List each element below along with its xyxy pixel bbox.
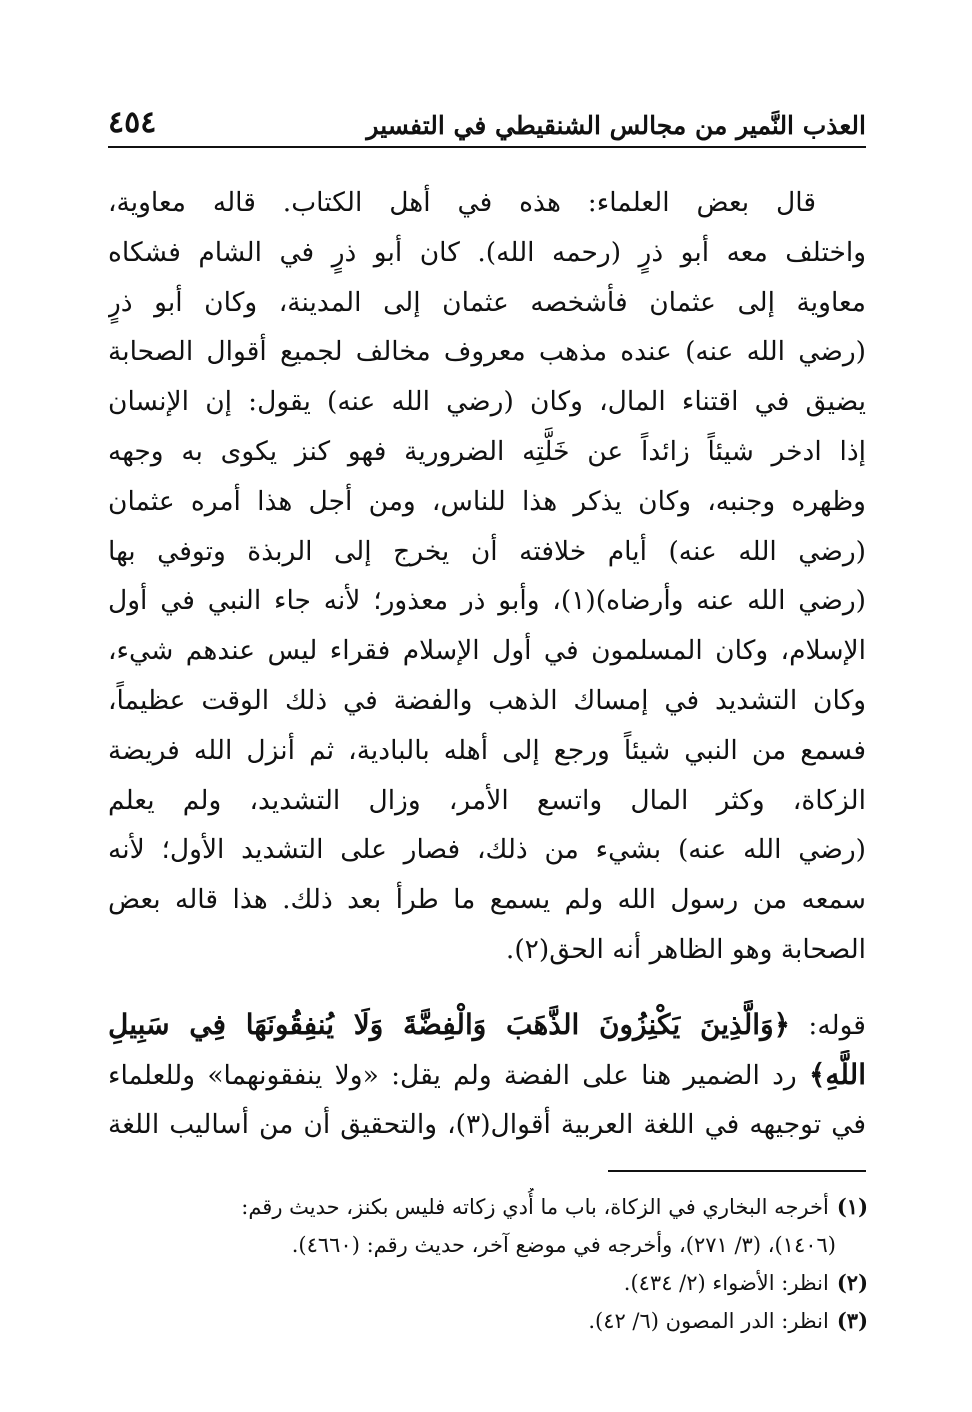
- verse-commentary: [108, 1000, 866, 1149]
- text-line: الزكاة، وكثر المال واتسع الأمر، وزال التشديد، ولم يعلم: [108, 784, 866, 816]
- text-line: (رضي الله عنه) عنده مذهب معروف مخالف لجميع أقوال الصحابة: [108, 336, 866, 368]
- text-line: (رضي الله عنه) أيام خلافته أن يخرج إلى الربذة وتوفي بها: [108, 535, 866, 567]
- main-text: [108, 178, 866, 975]
- footnote-number: (٣): [836, 1308, 868, 1333]
- footnote-text: انظر: الأضواء (٢/ ٤٣٤).: [623, 1271, 829, 1295]
- text-line: الإسلام، وكان المسلمون في أول الإسلام فقراء ليس عندهم شيء،: [108, 635, 866, 667]
- verse-line-2: [108, 1050, 866, 1100]
- footnote-1: [110, 1188, 868, 1226]
- text-line: سمعه من رسول الله ولم يسمع ما طرأ بعد ذلك. هذا قاله بعض: [108, 884, 866, 916]
- quote-lead: قوله:: [808, 1010, 866, 1041]
- footnotes: [110, 1188, 868, 1340]
- text-line: (رضي الله عنه وأرضاه)(١)، وأبو ذر معذور؛ لأنه جاء النبي في أول: [108, 585, 866, 617]
- footnote-divider: [608, 1170, 866, 1172]
- quranic-verse: ﴿وَالَّذِينَ يَكْنِزُونَ الذَّهَبَ وَالْفِضَّةَ وَلَا يُنفِقُونَهَا فِي سَبِيلِ: [108, 1008, 790, 1041]
- text-line: فسمع من النبي شيئاً ورجع إلى أهله بالبادية، ثم أنزل الله فريضة: [108, 734, 866, 766]
- footnote-1-continuation: (١٤٠٦)، (٣/ ٢٧١)، وأخرجه في موضع آخر، حديث رقم: (٤٦٦٠).: [291, 1233, 836, 1257]
- text-line: وكان التشديد في إمساك الذهب والفضة في ذلك الوقت عظيماً،: [108, 684, 866, 716]
- page-number: ٤٥٤: [108, 105, 157, 140]
- text-line: معاوية إلى عثمان فأشخصه عثمان إلى المدينة، وكان أبو ذرٍ: [108, 286, 866, 318]
- text-line: إذا ادخر شيئاً زائداً عن خَلَّتِه الضرورية فهو كنز يكوى به وجهه: [108, 435, 866, 467]
- verse-line-1: [108, 1000, 866, 1050]
- footnote-text: أخرجه البخاري في الزكاة، باب ما أُدي زكاته فليس بكنز، حديث رقم:: [241, 1195, 829, 1219]
- footnote-text: انظر: الدر المصون (٦/ ٤٢).: [588, 1309, 829, 1333]
- footnote-2: [110, 1264, 868, 1302]
- text-line: واختلف معه أبو ذرٍ (رحمه الله). كان أبو ذرٍ في الشام فشكاه: [108, 236, 866, 268]
- text-line: وظهره وجنبه، وكان يذكر هذا للناس، ومن أجل هذا أمره عثمان: [108, 485, 866, 517]
- page-header: [108, 92, 866, 148]
- footnote-number: (١): [836, 1194, 868, 1219]
- text-line: (رضي الله عنه) بشيء من ذلك، فصار على التشديد الأول؛ لأنه: [108, 834, 866, 866]
- text-line: يضيق في اقتناء المال، وكان (رضي الله عنه) يقول: إن الإنسان: [108, 386, 866, 418]
- footnote-number: (٢): [836, 1270, 868, 1295]
- quranic-verse-end: اللَّهِ﴾: [808, 1057, 866, 1091]
- footnote-3: [110, 1302, 868, 1340]
- commentary-line: في توجيهه في اللغة العربية أقوال(٣)، والتحقيق أن من أساليب اللغة: [108, 1108, 866, 1140]
- running-title: العذب النَّمير من مجالس الشنقيطي في التفسير: [366, 111, 866, 140]
- text-line: الصحابة وهو الظاهر أنه الحق(٢).: [505, 933, 866, 965]
- text-line: قال بعض العلماء: هذه في أهل الكتاب. قاله معاوية،: [108, 187, 816, 218]
- commentary-text: رد الضمير هنا على الفضة ولم يقل: «ولا ينفقونهما» وللعلماء: [108, 1059, 797, 1091]
